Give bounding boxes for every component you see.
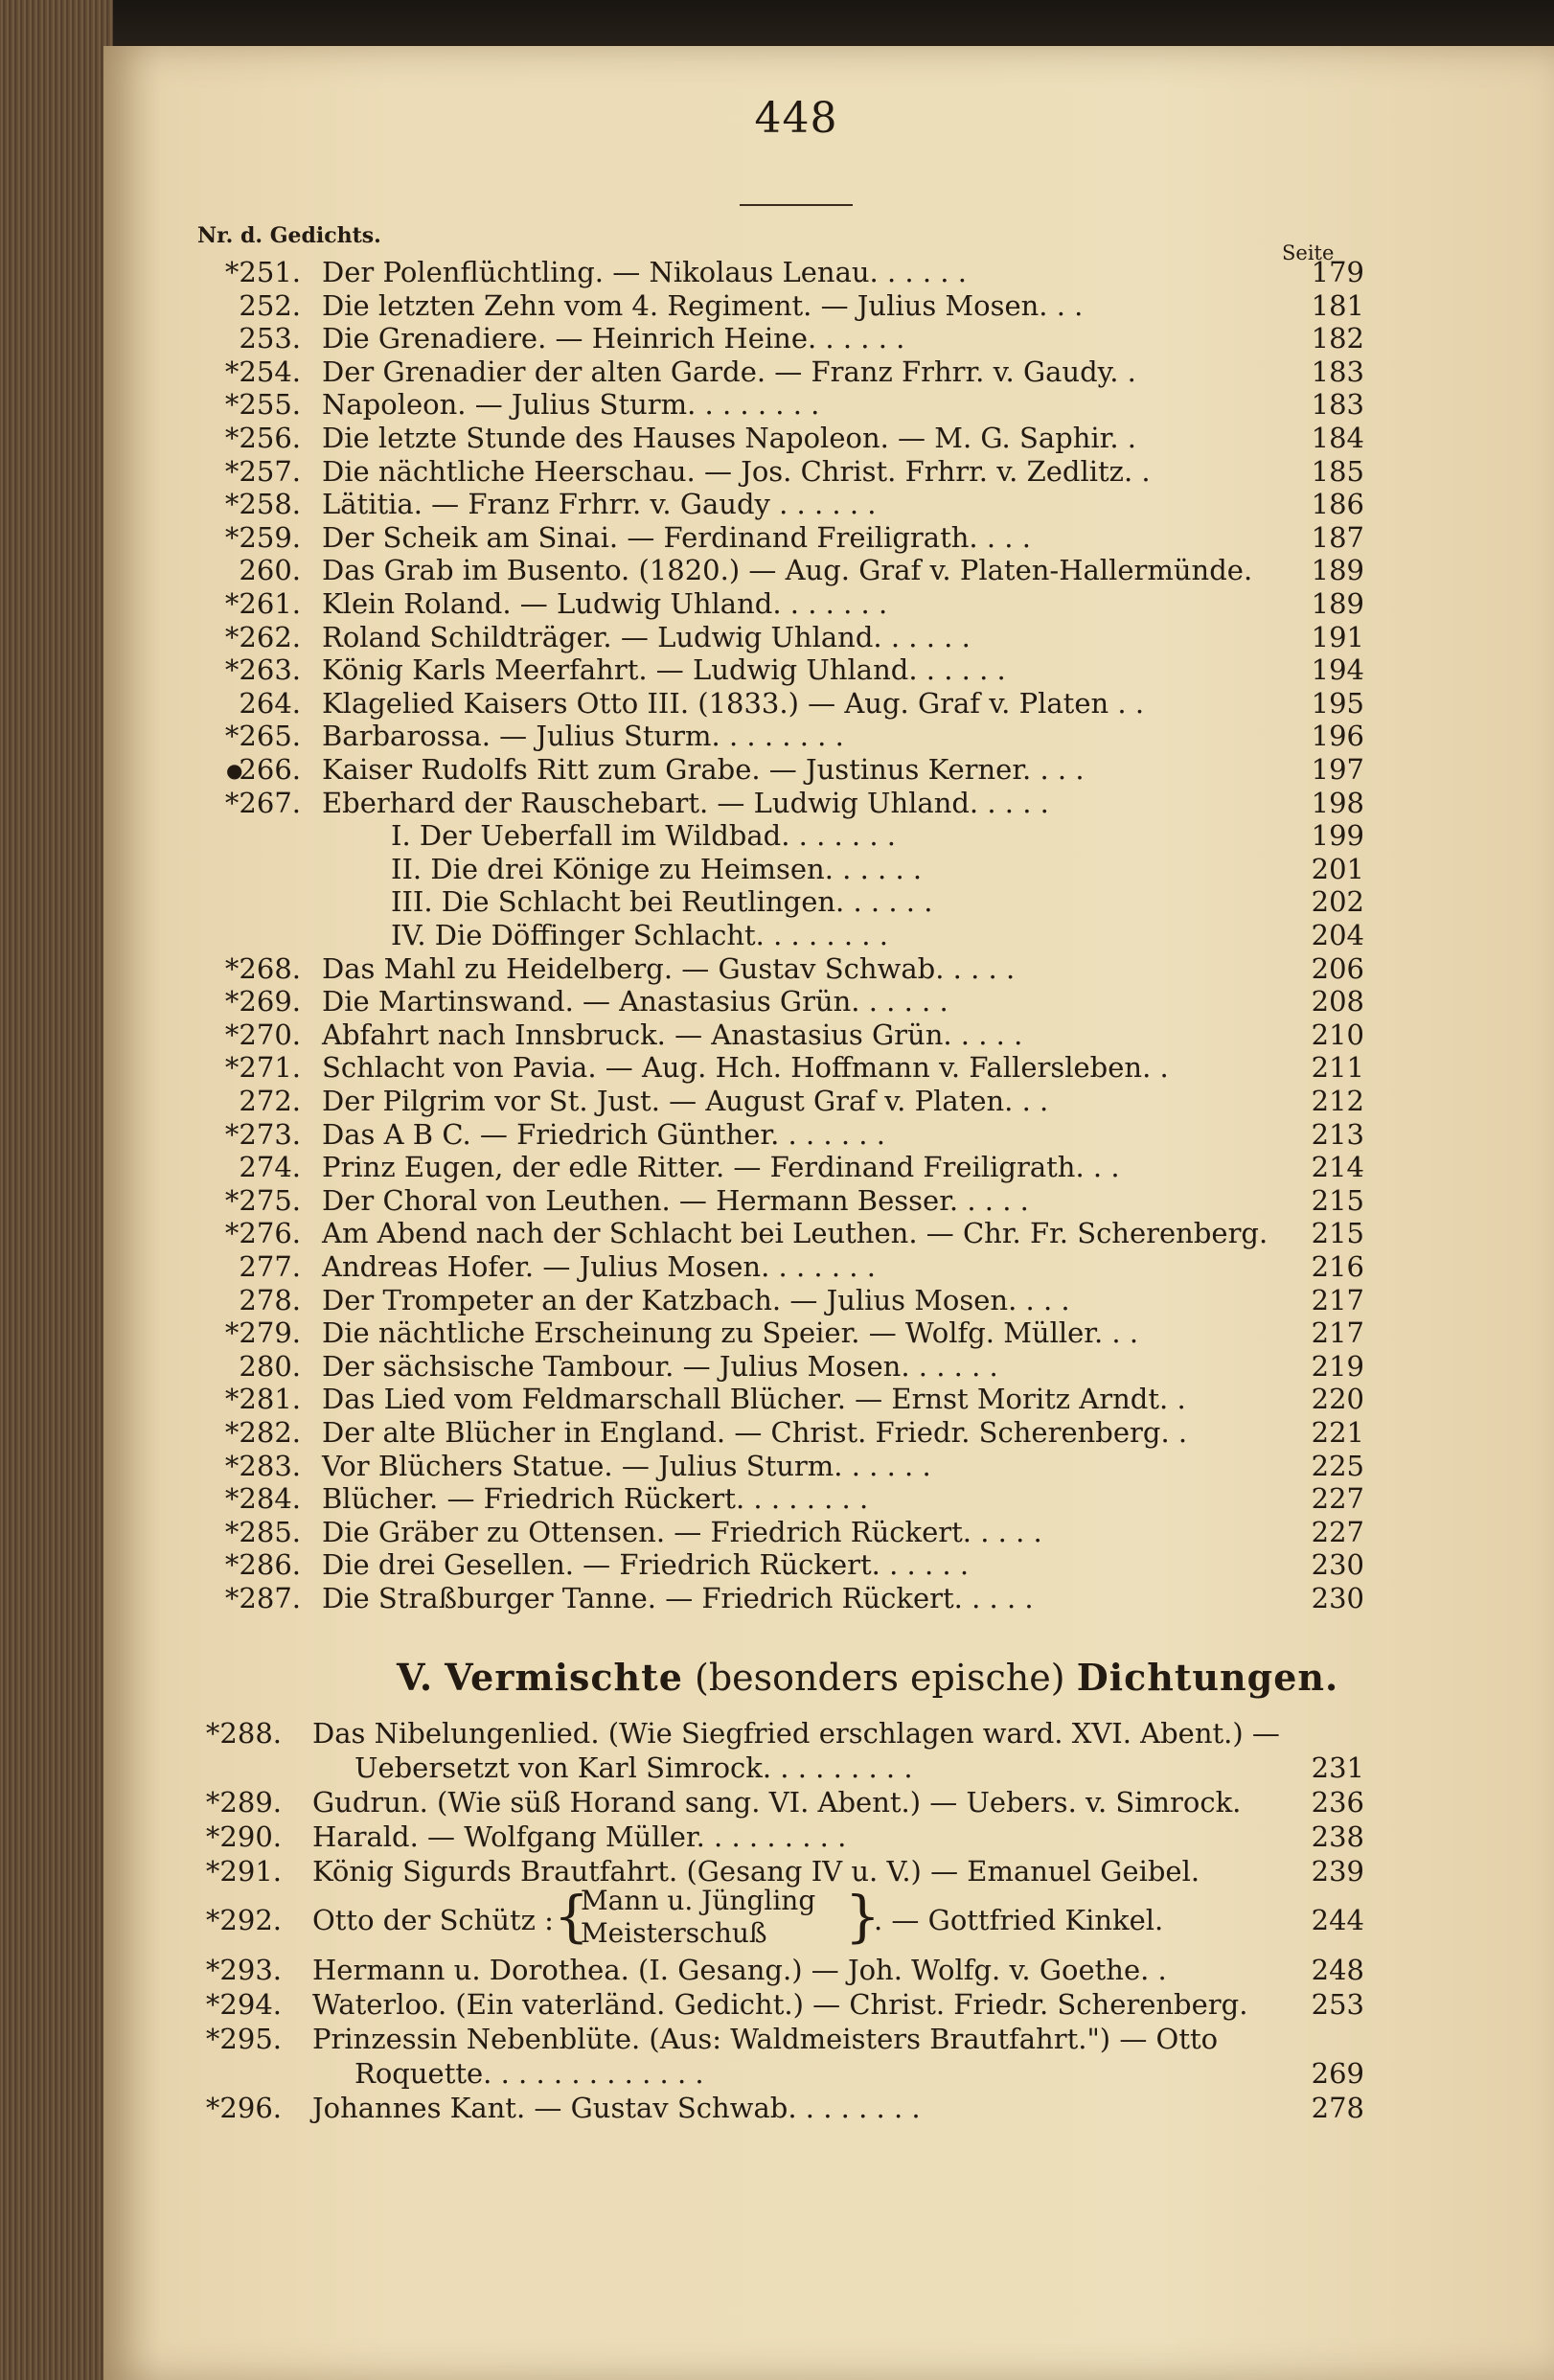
brace-line-bottom: Meisterschuß [581,1917,767,1949]
entry-title: Vor Blüchers Statue. — Julius Sturm. . . . . . [322,1449,931,1482]
entry-title: Das Grab im Busento. (1820.) — Aug. Graf v. Platen-Hallermünde. [322,554,1253,587]
entry-title: III. Die Schlacht bei Reutlingen. . . . . . [391,885,933,919]
entry-title: Roquette. . . . . . . . . . . . . [354,2057,704,2090]
entry-page: 231 [1311,1751,1364,1784]
entry-number: *263. [224,653,301,687]
entry-page: 227 [1311,1482,1364,1516]
entry-title: König Karls Meerfahrt. — Ludwig Uhland. . . . . . [322,653,1006,687]
entry-page: 181 [1311,288,1364,322]
entry-title: Roland Schildträger. — Ludwig Uhland. . . . . . [322,620,971,653]
brace-left-icon: { [554,1884,589,1949]
entry-title: Die nächtliche Heerschau. — Jos. Christ. Frhrr. v. Zedlitz. . [322,454,1151,488]
entry-number: *276. [224,1217,301,1250]
entry-title: II. Die drei Könige zu Heimsen. . . . . . [391,852,923,885]
entry-title: Andreas Hofer. — Julius Mosen. . . . . . . [322,1250,876,1283]
entry-page: 204 [1311,919,1364,951]
entry-title: Der sächsische Tambour. — Julius Mosen. . . . . . [322,1349,998,1383]
entry-page: 220 [1311,1383,1364,1416]
entry-number: *296. [205,2092,282,2124]
entry-number: *256. [224,422,301,454]
entry-page: 187 [1311,520,1364,554]
entry-title: Die drei Gesellen. — Friedrich Rückert. . . . . . [322,1548,970,1582]
entry-title: Das Lied vom Feldmarschall Blücher. — Ernst Moritz Arndt. . [322,1383,1186,1416]
entry-number: *265. [224,720,301,753]
entry-title: Schlacht von Pavia. — Aug. Hch. Hoffmann v. Fallersleben. . [322,1051,1169,1085]
entry-page: 179 [1311,256,1364,288]
entry-title: Waterloo. (Ein vaterländ. Gedicht.) — Christ. Friedr. Scherenberg. [312,1988,1248,2021]
entry-page: 236 [1311,1786,1364,1819]
entry-title: Hermann u. Dorothea. (I. Gesang.) — Joh. Wolfg. v. Goethe. . [312,1954,1167,1986]
entry-page: 198 [1311,786,1364,819]
entry-page: 248 [1311,1954,1364,1986]
entry-title: Klagelied Kaisers Otto III. (1833.) — Aug. Graf v. Platen . . [322,686,1145,720]
brace-line-top: Mann u. Jüngling [581,1885,816,1916]
entry-title: Eberhard der Rauschebart. — Ludwig Uhland. . . . . [322,786,1049,819]
entry-title: Prinzessin Nebenblüte. (Aus: Waldmeisters Brautfahrt.") — Otto [312,2023,1219,2055]
entry-title: Der Trompeter an der Katzbach. — Julius Mosen. . . . [322,1283,1070,1316]
entry-page: 185 [1311,454,1364,488]
entry-number: *281. [224,1383,301,1416]
entry-page: 189 [1311,554,1364,587]
entry-page: 191 [1311,620,1364,653]
entry-number: *288. [205,1717,282,1750]
entry-title: Lätitia. — Franz Frhrr. v. Gaudy . . . . . . [322,488,877,521]
entry-page: 244 [1311,1904,1364,1936]
entry-number: *271. [224,1051,301,1085]
column-header-page: Seite [1282,241,1335,264]
entry-title: Die letzte Stunde des Hauses Napoleon. — M. G. Saphir. . [322,422,1136,454]
entry-page: 278 [1311,2092,1364,2124]
entry-page: 206 [1311,951,1364,985]
entry-title: Johannes Kant. — Gustav Schwab. . . . . . . . [312,2092,921,2124]
entry-page: 239 [1311,1855,1364,1888]
section-subtitle: (besonders epische) [695,1657,1065,1699]
entry-number: 260. [239,554,301,587]
entry-page: 202 [1311,885,1364,919]
entry-number: *295. [205,2023,282,2055]
entry-page: 195 [1311,686,1364,720]
section-numeral: V. [397,1656,434,1699]
entry-title: I. Der Ueberfall im Wildbad. . . . . . . [391,819,897,853]
entry-page: 217 [1311,1283,1364,1316]
entry-title: Barbarossa. — Julius Sturm. . . . . . . . [322,720,844,753]
entry-number: *258. [224,488,301,521]
entry-title: Prinz Eugen, der edle Ritter. — Ferdinand Freiligrath. . . [322,1151,1120,1184]
entry-number: *289. [205,1786,282,1819]
entry-title: Am Abend nach der Schlacht bei Leuthen. — Chr. Fr. Scherenberg. [322,1217,1268,1250]
entry-number: *255. [224,388,301,422]
entry-page: 230 [1311,1582,1364,1614]
entry-page: 194 [1311,653,1364,687]
entry-number: *269. [224,985,301,1018]
entry-number: *261. [224,587,301,620]
entry-number: *279. [224,1316,301,1350]
entry-number: *286. [224,1548,301,1582]
entry-page: 216 [1311,1250,1364,1283]
entry-number: *259. [224,520,301,554]
entry-number: *292. [205,1904,282,1936]
entry-number: *254. [224,355,301,388]
entry-page: 196 [1311,720,1364,753]
column-header-number: Nr. d. Gedichts. [197,223,381,248]
entry-number: *251. [224,256,301,288]
entry-page: 210 [1311,1018,1364,1051]
entry-title: Napoleon. — Julius Sturm. . . . . . . . [322,388,820,422]
entry-number: *285. [224,1515,301,1548]
entry-number: 266. [239,753,301,786]
entry-page: 238 [1311,1820,1364,1853]
margin-mark: ● [226,759,243,782]
entry-number: 278. [239,1283,301,1316]
brace-right-icon: } [845,1884,880,1949]
entry-number: *275. [224,1183,301,1217]
entry-number: 253. [239,322,301,355]
entry-number: *273. [224,1117,301,1151]
entry-title: Harald. — Wolfgang Müller. . . . . . . . . [312,1820,847,1853]
entry-title: König Sigurds Brautfahrt. (Gesang IV u. V.) — Emanuel Geibel. [312,1855,1200,1888]
entry-title: Der Pilgrim vor St. Just. — August Graf v. Platen. . . [322,1085,1049,1117]
entry-page: 214 [1311,1151,1364,1184]
entry-page: 184 [1311,422,1364,454]
entry-number: *293. [205,1954,282,1986]
entry-page: 215 [1311,1183,1364,1217]
entry-title: Der Grenadier der alten Garde. — Franz Frhrr. v. Gaudy. . [322,355,1136,388]
entry-title: Die nächtliche Erscheinung zu Speier. — Wolfg. Müller. . . [322,1316,1139,1350]
entry-number: 252. [239,288,301,322]
entry-page: 182 [1311,322,1364,355]
entry-page: 227 [1311,1515,1364,1548]
entry-number: 280. [239,1349,301,1383]
entry-number: *257. [224,454,301,488]
entry-page: 201 [1311,852,1364,885]
entry-number: *291. [205,1855,282,1888]
entry-number: *267. [224,786,301,819]
entry-title: Die Martinswand. — Anastasius Grün. . . . . . [322,985,948,1018]
entry-page: 212 [1311,1085,1364,1117]
entry-title: Die Grenadiere. — Heinrich Heine. . . . . . [322,322,905,355]
entry-number: *283. [224,1449,301,1482]
entry-page: 199 [1311,819,1364,853]
entry-number: *287. [224,1582,301,1614]
entry-title: Der alte Blücher in England. — Christ. Friedr. Scherenberg. . [322,1416,1188,1449]
entry-page: 211 [1311,1051,1364,1085]
entry-title: Das Nibelungenlied. (Wie Siegfried erschlagen ward. XVI. Abent.) — [312,1717,1280,1750]
entry-title: Das Mahl zu Heidelberg. — Gustav Schwab. . . . . [322,951,1016,985]
entry-title: Der Scheik am Sinai. — Ferdinand Freiligrath. . . . [322,520,1031,554]
entry-page: 221 [1311,1416,1364,1449]
section-heading [397,1656,1338,1699]
entry-title: Der Choral von Leuthen. — Hermann Besser. . . . . [322,1183,1029,1217]
entry-page: 183 [1311,355,1364,388]
book-page-edges [0,0,113,2380]
header-rule [740,204,853,206]
entry-title: Otto der Schütz : [312,1904,554,1936]
entry-page: 225 [1311,1449,1364,1482]
entry-page: 269 [1311,2057,1364,2090]
entry-page: 213 [1311,1117,1364,1151]
entry-page: 215 [1311,1217,1364,1250]
entry-number: *282. [224,1416,301,1449]
entry-title: Die Straßburger Tanne. — Friedrich Rückert. . . . . [322,1582,1034,1614]
entry-number: 277. [239,1250,301,1283]
entry-number: 274. [239,1151,301,1184]
entry-page: 230 [1311,1548,1364,1582]
entry-title: Die letzten Zehn vom 4. Regiment. — Julius Mosen. . . [322,288,1084,322]
entry-number: 272. [239,1085,301,1117]
entry-title: IV. Die Döffinger Schlacht. . . . . . . . [391,919,888,951]
entry-page: 208 [1311,985,1364,1018]
entry-title: Gudrun. (Wie süß Horand sang. VI. Abent.) — Uebers. v. Simrock. [312,1786,1242,1819]
entry-title: Kaiser Rudolfs Ritt zum Grabe. — Justinus Kerner. . . . [322,753,1085,786]
entry-page: 186 [1311,488,1364,521]
entry-number: *268. [224,951,301,985]
entry-number: *270. [224,1018,301,1051]
page-number: 448 [754,94,838,143]
entry-title: Die Gräber zu Ottensen. — Friedrich Rückert. . . . . [322,1515,1042,1548]
entry-number: *294. [205,1988,282,2021]
entry-page: 197 [1311,753,1364,786]
section-title-word: Vermischte [445,1656,683,1699]
entry-number: *284. [224,1482,301,1516]
entry-page: 219 [1311,1349,1364,1383]
entry-title: Blücher. — Friedrich Rückert. . . . . . . . [322,1482,869,1516]
entry-page: 253 [1311,1988,1364,2021]
entry-page: 189 [1311,587,1364,620]
entry-title: Abfahrt nach Innsbruck. — Anastasius Grün. . . . . [322,1018,1023,1051]
entry-number: *290. [205,1820,282,1853]
entry-title: Uebersetzt von Karl Simrock. . . . . . . . . [354,1751,913,1784]
entry-page: 217 [1311,1316,1364,1350]
entry-title: Der Polenflüchtling. — Nikolaus Lenau. . . . . . [322,256,967,288]
section-title-word-2: Dichtungen. [1076,1656,1339,1699]
entry-title: Das A B C. — Friedrich Günther. . . . . . . [322,1117,885,1151]
entry-number: 264. [239,686,301,720]
entry-title: Klein Roland. — Ludwig Uhland. . . . . . . [322,587,888,620]
entry-title-rest: . — Gottfried Kinkel. [874,1904,1164,1936]
entry-page: 183 [1311,388,1364,422]
entry-number: *262. [224,620,301,653]
